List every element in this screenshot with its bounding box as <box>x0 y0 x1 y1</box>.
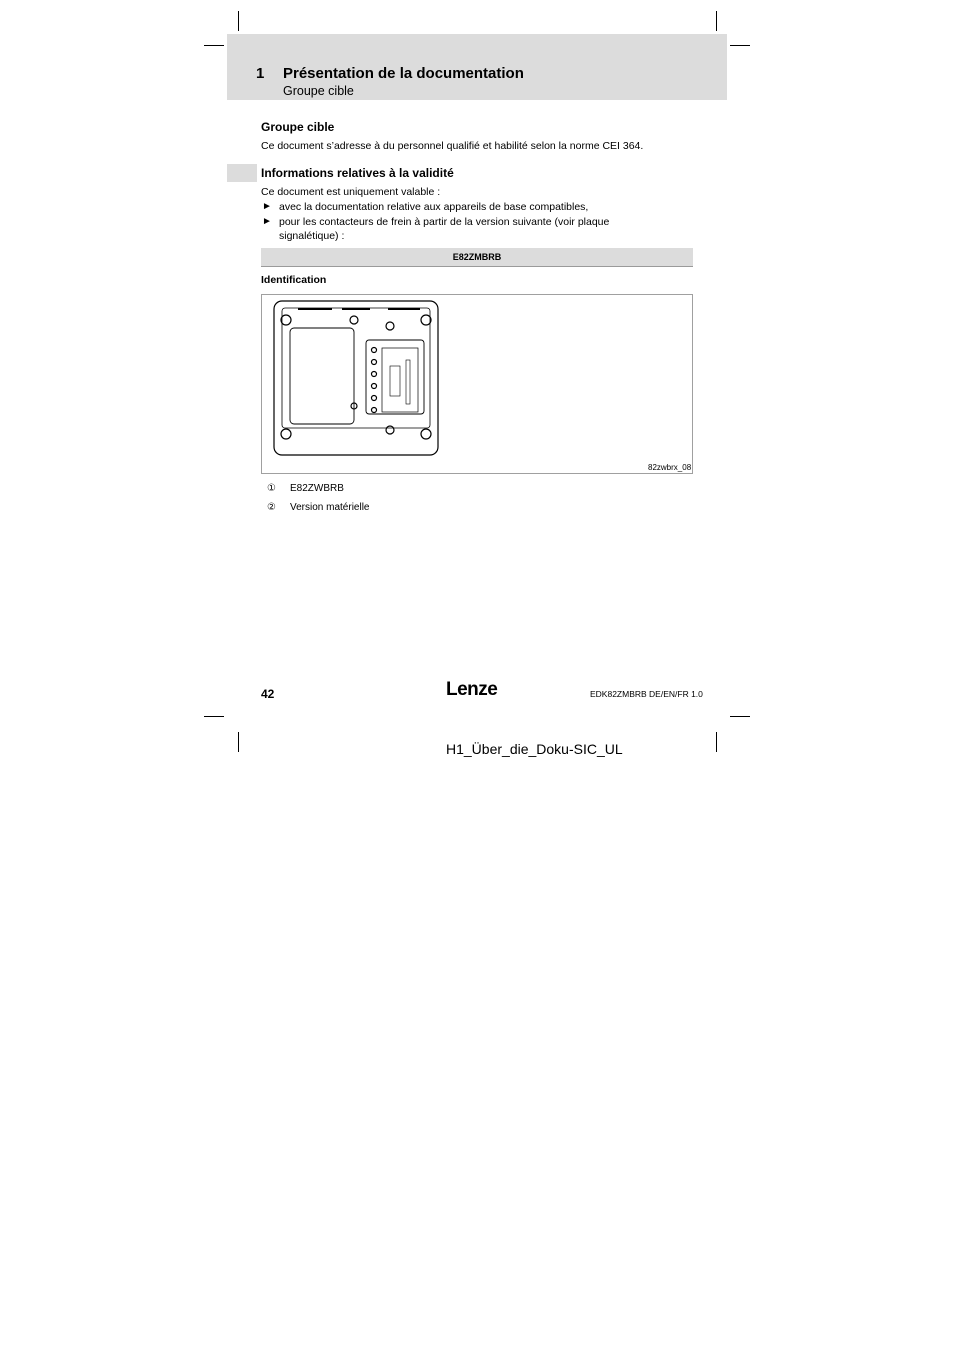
crop-mark <box>204 716 224 717</box>
document-reference: EDK82ZMBRB DE/EN/FR 1.0 <box>590 689 703 699</box>
crop-mark <box>716 732 717 752</box>
legend-number: ② <box>267 502 276 513</box>
validity-bullet-1: avec la documentation relative aux appareils de base compatibles, <box>279 201 589 213</box>
crop-mark <box>204 45 224 46</box>
page-number: 42 <box>261 687 275 701</box>
identification-heading: Identification <box>261 274 327 286</box>
legend-text: E82ZWBRB <box>290 483 344 494</box>
legend-number: ① <box>267 483 276 494</box>
crop-mark <box>730 716 750 717</box>
section-marker <box>227 164 257 182</box>
chapter-number: 1 <box>256 65 265 82</box>
figure-code: 82zwbrx_08 <box>648 463 692 472</box>
target-group-heading: Groupe cible <box>261 120 335 134</box>
bullet-icon: ► <box>262 216 272 227</box>
legend-text: Version matérielle <box>290 502 370 513</box>
version-table-header: E82ZMBRB <box>452 252 502 262</box>
validity-heading: Informations relatives à la validité <box>261 166 454 180</box>
bullet-icon: ► <box>262 201 272 212</box>
crop-mark <box>238 732 239 752</box>
lenze-logo: Lenze <box>446 679 498 700</box>
chapter-section: Groupe cible <box>283 84 354 98</box>
crop-mark <box>716 11 717 31</box>
chapter-title: Présentation de la documentation <box>283 65 524 82</box>
device-drawing <box>270 300 442 458</box>
validity-bullet-2: pour les contacteurs de frein à partir de la version suivante (voir plaque signalétique) : <box>279 216 610 242</box>
file-tag: H1_Über_die_Doku-SIC_UL <box>446 741 623 757</box>
crop-mark <box>730 45 750 46</box>
crop-mark <box>238 11 239 31</box>
target-group-text: Ce document s’adresse à du personnel qualifié et habilité selon la norme CEI 364. <box>261 140 644 152</box>
validity-intro: Ce document est uniquement valable : <box>261 186 441 198</box>
